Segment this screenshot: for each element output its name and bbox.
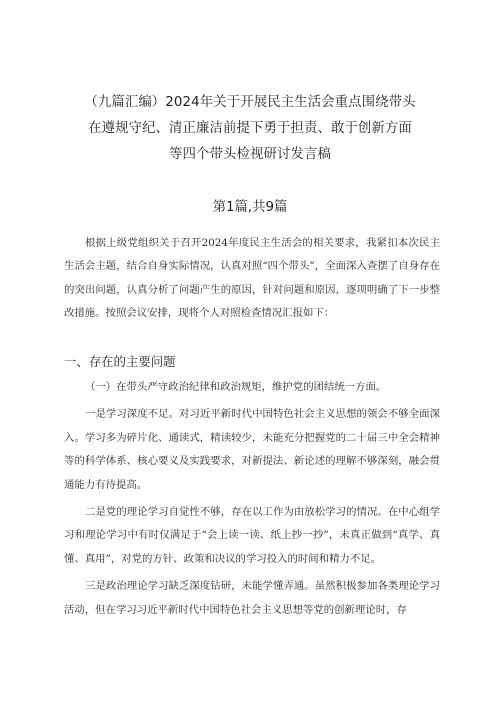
section-heading: 一、存在的主要问题 xyxy=(64,354,176,369)
body-paragraph-3: 三是政治理论学习缺乏深度钻研，未能学懂弄通。虽然积极参加各类理论学习活动，但在学习习近平新时代中国特色社会主义思想等党的创新理论时，存 xyxy=(64,580,440,616)
title-line-1: （九篇汇编）2024年关于开展民主生活会重点围绕带头 xyxy=(84,95,416,110)
intro-paragraph: 根据上级党组织关于召开2024年度民主生活会的相关要求，我紧扣本次民主生活会主题，结合自身实际情况，认真对照“四个带头”，全面深入查摆了自身存在的突出问题，认真分析了问题产生的原因，针对问题和原因，逐项明确了下一步整改措施。按照会议安排，现将个人对照检查情况汇报如下： xyxy=(64,237,440,320)
section-body xyxy=(64,376,440,622)
title-line-3: 等四个带头检视研讨发言稿 xyxy=(169,147,331,162)
intro-section xyxy=(64,232,440,326)
subsection-heading: （一）在带头严守政治纪律和政治规矩，维护党的团结统一方面。 xyxy=(85,381,387,393)
title-line-2: 在遵规守纪、清正廉洁前提下勇于担责、敢于创新方面 xyxy=(88,121,412,136)
body-paragraph-1: 一是学习深度不足。对习近平新时代中国特色社会主义思想的领会不够全面深入。学习多为碎片化、通读式，精读较少，未能充分把握党的二十届三中全会精神等的科学体系、核心要义及实践要求，对新提法、新论述的理解不够深刻，融会贯通能力有待提高。 xyxy=(64,408,440,491)
document-subtitle: 第1篇,共9篇 xyxy=(212,200,288,215)
document-title xyxy=(55,90,445,168)
body-paragraph-2: 二是党的理论学习自觉性不够，存在以工作为由放松学习的情况。在中心组学习和理论学习中有时仅满足于“会上读一读、纸上抄一抄”，未真正做到“真学、真懂、真用”，对党的方针、政策和决议的学习投入的时间和精力不足。 xyxy=(64,506,440,565)
